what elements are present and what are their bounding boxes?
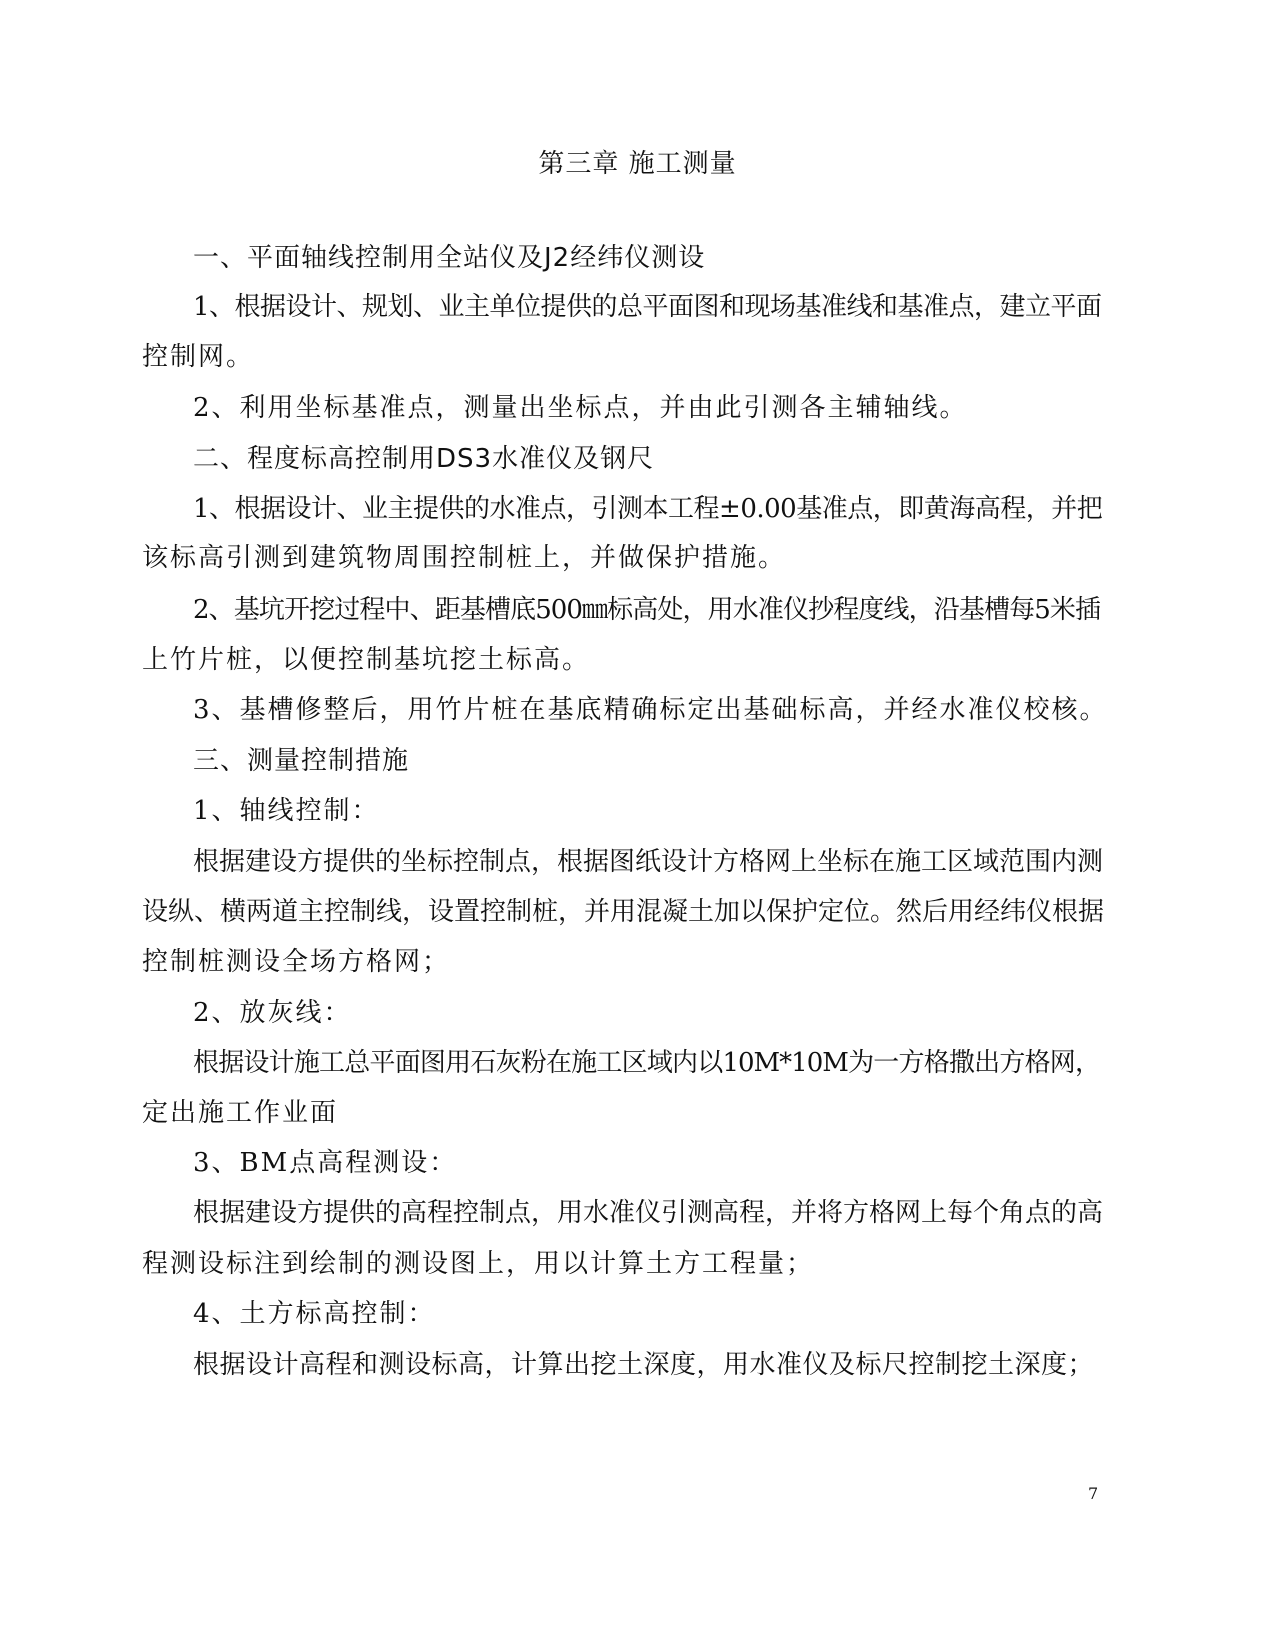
- paragraph-line: 根据建设方提供的坐标控制点，根据图纸设计方格网上坐标在施工区域范围内测: [193, 847, 1104, 877]
- paragraph-line: 上竹片桩，以便控制基坑挖土标高。: [142, 645, 591, 675]
- chapter-title: 第三章 施工测量: [538, 149, 737, 179]
- subsection-heading: 3、BM点高程测设：: [193, 1148, 458, 1178]
- subsection-heading: 1、轴线控制：: [193, 796, 380, 826]
- section-heading-1: 一、平面轴线控制用全站仪及J2经纬仪测设: [193, 243, 706, 273]
- section-heading-3: 三、测量控制措施: [193, 746, 410, 776]
- subsection-heading: 2、放灰线：: [193, 998, 352, 1028]
- paragraph-line: 该标高引测到建筑物周围控制桩上，并做保护措施。: [142, 543, 787, 573]
- paragraph-line: 2、利用坐标基准点，测量出坐标点，并由此引测各主辅轴线。: [193, 393, 968, 423]
- paragraph-line: 根据设计施工总平面图用石灰粉在施工区域内以10M*10M为一方格撒出方格网，: [193, 1048, 1100, 1078]
- paragraph-line: 控制网。: [142, 342, 255, 372]
- subsection-heading: 4、土方标高控制：: [193, 1299, 436, 1329]
- paragraph-line: 3、基槽修整后，用竹片桩在基底精确标定出基础标高，并经水准仪校核。: [193, 695, 1108, 725]
- paragraph-line: 2、基坑开挖过程中、距基槽底500㎜标高处，用水准仪抄程度线，沿基槽每5米插: [193, 595, 1100, 625]
- paragraph-line: 控制桩测设全场方格网；: [142, 947, 451, 977]
- paragraph-line: 根据建设方提供的高程控制点，用水准仪引测高程，并将方格网上每个角点的高: [193, 1198, 1104, 1228]
- paragraph-line: 1、根据设计、业主提供的水准点，引测本工程±0.00基准点，即黄海高程，并把: [193, 494, 1103, 524]
- page-number: 7: [1088, 1484, 1099, 1503]
- section-heading-2: 二、程度标高控制用DS3水准仪及钢尺: [193, 444, 655, 474]
- paragraph-line: 设纵、横两道主控制线，设置控制桩，并用混凝土加以保护定位。然后用经纬仪根据: [142, 897, 1105, 927]
- paragraph-line: 根据设计高程和测设标高，计算出挖土深度，用水准仪及标尺控制挖土深度；: [193, 1350, 1095, 1380]
- paragraph-line: 定出施工作业面: [142, 1098, 339, 1128]
- paragraph-line: 程测设标注到绘制的测设图上，用以计算土方工程量；: [142, 1249, 815, 1279]
- paragraph-line: 1、根据设计、规划、业主单位提供的总平面图和现场基准线和基准点，建立平面: [193, 292, 1102, 322]
